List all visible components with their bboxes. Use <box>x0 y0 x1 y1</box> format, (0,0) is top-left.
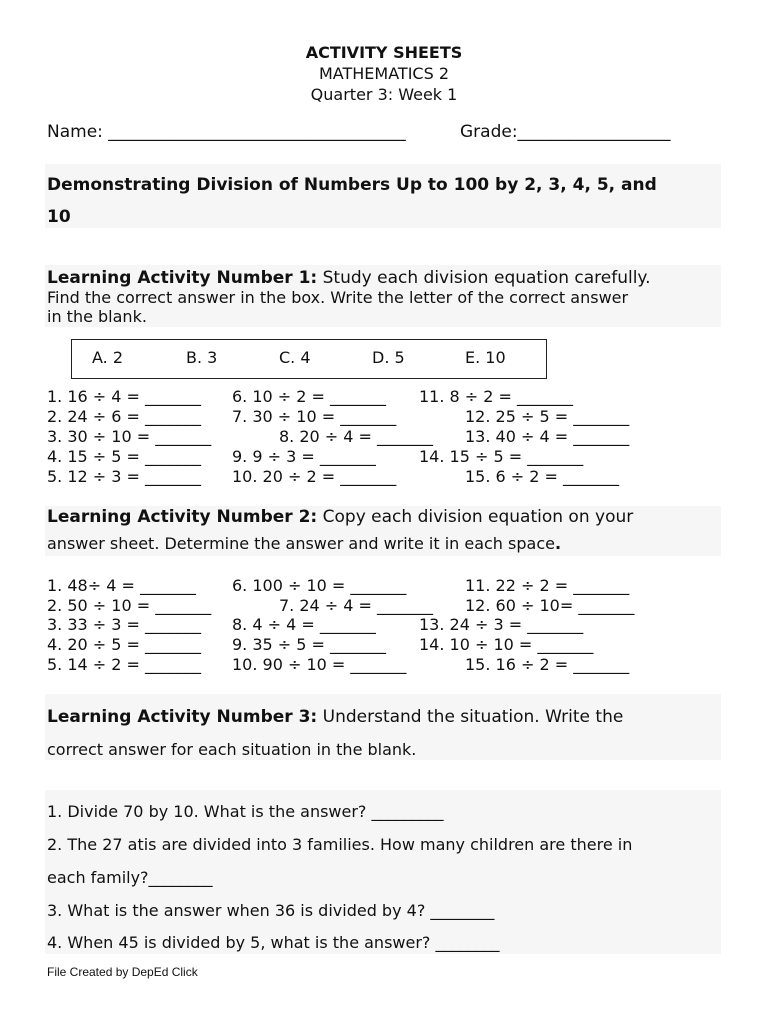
activity-2-instruction-1: Copy each division equation on your <box>317 507 634 527</box>
activity-1-line-3: in the blank. <box>47 307 147 326</box>
equation: 15. 6 ÷ 2 = _______ <box>465 467 620 486</box>
sheet-subject: MATHEMATICS 2 <box>318 64 449 83</box>
equation: 4. 15 ÷ 5 = _______ <box>47 447 202 466</box>
equation: 9. 9 ÷ 3 = _______ <box>232 447 376 466</box>
activity-3-line-2: correct answer for each situation in the blank. <box>47 740 417 759</box>
answer-choices-box <box>71 339 547 379</box>
equation: 7. 30 ÷ 10 = _______ <box>232 407 397 426</box>
activity-1-line-1 <box>47 268 650 288</box>
situation-item: 2. The 27 atis are divided into 3 families. How many children are there in <box>47 835 633 854</box>
equation: 11. 22 ÷ 2 = _______ <box>465 576 630 595</box>
grade-field: Grade:__________________ <box>460 122 671 142</box>
equation: 9. 35 ÷ 5 = _______ <box>232 635 387 654</box>
sheet-title: ACTIVITY SHEETS <box>305 43 463 62</box>
equation: 2. 24 ÷ 6 = _______ <box>47 407 202 426</box>
activity-1-line-2: Find the correct answer in the box. Write the letter of the correct answer <box>47 288 629 307</box>
equation: 6. 100 ÷ 10 = _______ <box>232 576 407 595</box>
equation: 14. 15 ÷ 5 = _______ <box>419 447 584 466</box>
activity-2-period: . <box>554 534 562 553</box>
equation: 8. 4 ÷ 4 = _______ <box>232 615 376 634</box>
sheet-quarter: Quarter 3: Week 1 <box>310 85 458 104</box>
equation: 11. 8 ÷ 2 = _______ <box>419 387 574 406</box>
activity-1-instruction-1: Study each division equation carefully. <box>317 268 651 288</box>
activity-2-line-2 <box>47 534 561 553</box>
equation: 8. 20 ÷ 4 = _______ <box>279 427 434 446</box>
name-field: Name: ___________________________________ <box>47 122 406 142</box>
equation: 1. 16 ÷ 4 = _______ <box>47 387 202 406</box>
equation: 3. 30 ÷ 10 = _______ <box>47 427 212 446</box>
equation: 5. 14 ÷ 2 = _______ <box>47 655 202 674</box>
equation: 2. 50 ÷ 10 = _______ <box>47 596 212 615</box>
topic-line-2: 10 <box>47 207 71 227</box>
footer-credit: File Created by DepEd Click <box>47 965 198 979</box>
topic-shade <box>45 164 721 228</box>
choice-c: C. 4 <box>279 348 311 367</box>
equation: 15. 16 ÷ 2 = _______ <box>465 655 630 674</box>
activity-3-instruction-1: Understand the situation. Write the <box>317 707 624 727</box>
choice-e: E. 10 <box>465 348 506 367</box>
equation: 1. 48÷ 4 = _______ <box>47 576 196 595</box>
equation: 10. 20 ÷ 2 = _______ <box>232 467 397 486</box>
situation-item: 3. What is the answer when 36 is divided by 4? ________ <box>47 901 495 920</box>
activity-3-heading: Learning Activity Number 3: <box>47 707 318 727</box>
equation: 7. 24 ÷ 4 = _______ <box>279 596 434 615</box>
activity-1-heading: Learning Activity Number 1: <box>47 268 318 288</box>
activity-2-line-1 <box>47 507 633 527</box>
activity-2-instruction-2: answer sheet. Determine the answer and write it in each space <box>47 534 555 553</box>
situation-item: 4. When 45 is divided by 5, what is the answer? ________ <box>47 933 500 952</box>
topic-line-1: Demonstrating Division of Numbers Up to 100 by 2, 3, 4, 5, and <box>47 175 657 195</box>
activity-3-line-1 <box>47 707 623 727</box>
equation: 14. 10 ÷ 10 = _______ <box>419 635 594 654</box>
equation: 6. 10 ÷ 2 = _______ <box>232 387 387 406</box>
situation-item: 1. Divide 70 by 10. What is the answer? _________ <box>47 802 444 821</box>
equation: 13. 40 ÷ 4 = _______ <box>465 427 630 446</box>
equation: 3. 33 ÷ 3 = _______ <box>47 615 202 634</box>
equation: 4. 20 ÷ 5 = _______ <box>47 635 202 654</box>
situation-item-continued: each family?________ <box>47 868 213 887</box>
equation: 10. 90 ÷ 10 = _______ <box>232 655 407 674</box>
choice-d: D. 5 <box>372 348 405 367</box>
equation: 5. 12 ÷ 3 = _______ <box>47 467 202 486</box>
choice-b: B. 3 <box>186 348 218 367</box>
equation: 12. 25 ÷ 5 = _______ <box>465 407 630 426</box>
equation: 12. 60 ÷ 10= _______ <box>465 596 635 615</box>
equation: 13. 24 ÷ 3 = _______ <box>419 615 584 634</box>
activity-2-heading: Learning Activity Number 2: <box>47 507 318 527</box>
choice-a: A. 2 <box>92 348 124 367</box>
